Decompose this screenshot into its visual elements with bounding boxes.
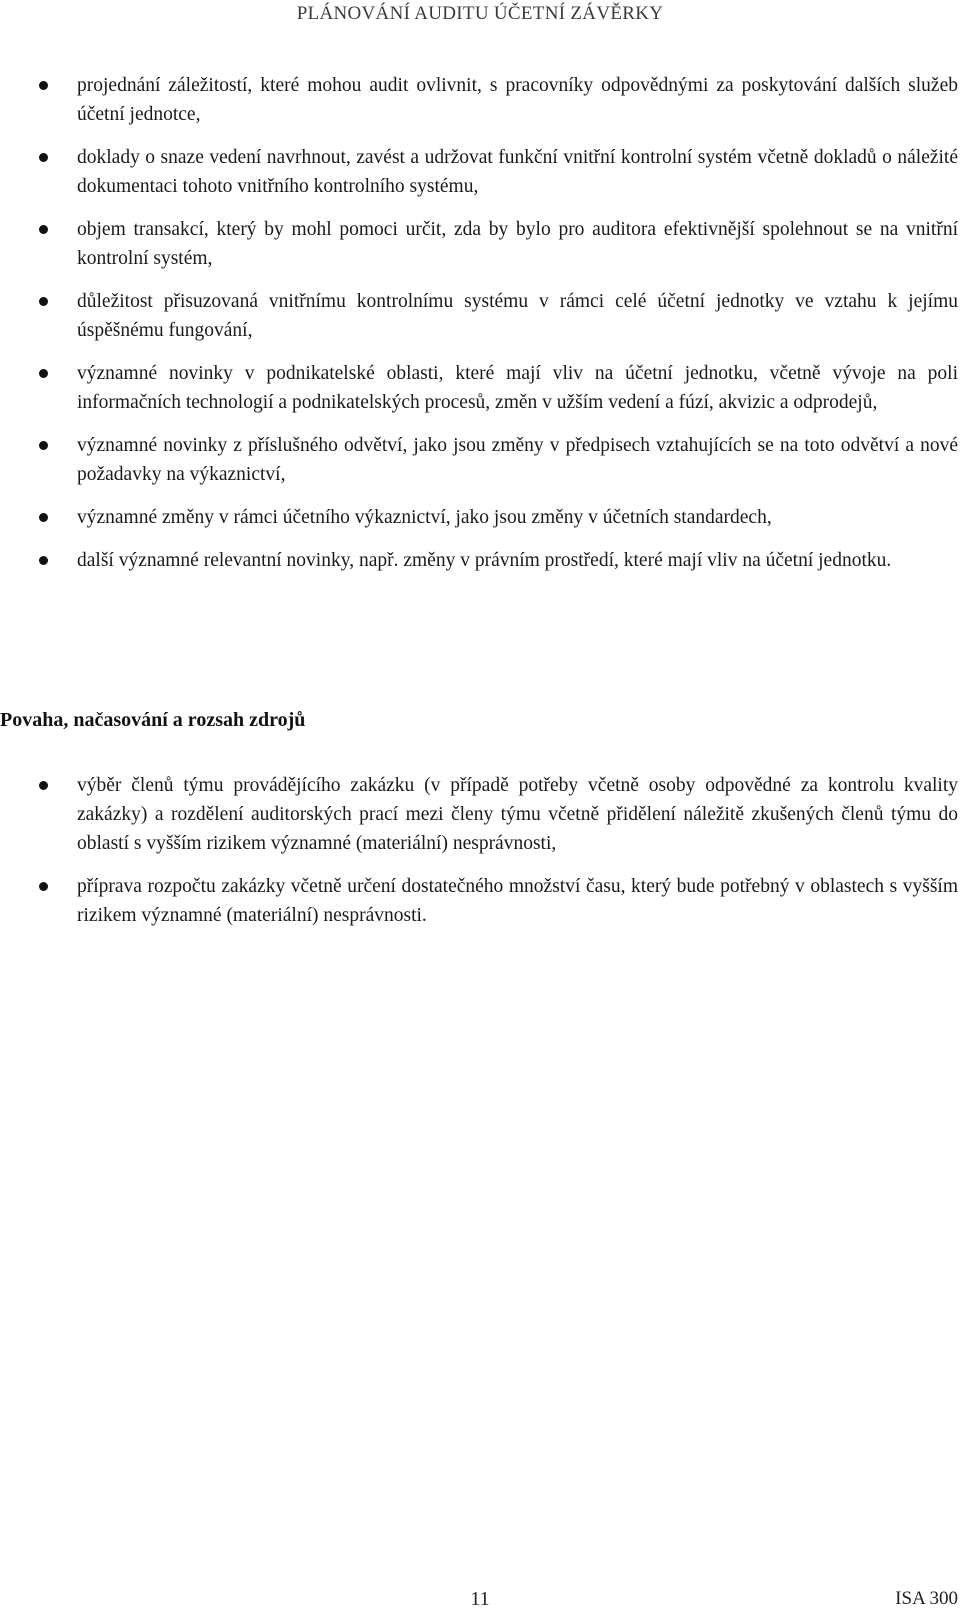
- list-item-text: výběr členů týmu provádějícího zakázku (v případě potřeby včetně osoby odpovědné za kontrolu kvality zakázky) a rozdělení auditorských prací mezi členy týmu včetně přidělení náležitě zkušených členů týmu do oblastí s vyšším rizikem významné (materiální) nesprávnosti,: [77, 775, 958, 854]
- standard-code: ISA 300: [895, 1588, 958, 1609]
- list-item-text: významné novinky v podnikatelské oblasti, které mají vliv na účetní jednotku, včetně vývoje na poli informačních technologií a podnikatelských procesů, změn v užším vedení a fúzí, akvizic a odprodejů,: [77, 363, 958, 413]
- list-item: [0, 546, 960, 575]
- bullet-icon: [39, 513, 48, 522]
- list-item: [0, 431, 960, 489]
- bullet-icon: [39, 556, 48, 565]
- bullet-list-resources: [0, 771, 960, 944]
- bullet-icon: [39, 81, 48, 90]
- page-number: 11: [470, 1588, 490, 1610]
- list-item: [0, 771, 960, 858]
- list-item: [0, 287, 960, 345]
- list-item-text: další významné relevantní novinky, např. změny v právním prostředí, které mají vliv na účetní jednotku.: [77, 550, 892, 571]
- bullet-icon: [39, 153, 48, 162]
- list-item-text: důležitost přisuzovaná vnitřnímu kontrolnímu systému v rámci celé účetní jednotky ve vztahu k jejímu úspěšnému fungování,: [77, 291, 958, 341]
- bullet-icon: [39, 781, 48, 790]
- list-item: [0, 215, 960, 273]
- list-item: [0, 359, 960, 417]
- bullet-icon: [39, 225, 48, 234]
- list-item-text: projednání záležitostí, které mohou audit ovlivnit, s pracovníky odpovědnými za poskytování dalších služeb účetní jednotce,: [77, 75, 958, 125]
- section-heading: Povaha, načasování a rozsah zdrojů: [0, 709, 306, 731]
- list-item: [0, 872, 960, 930]
- list-item: [0, 143, 960, 201]
- bullet-icon: [39, 369, 48, 378]
- bullet-icon: [39, 297, 48, 306]
- list-item-text: příprava rozpočtu zakázky včetně určení dostatečného množství času, který bude potřebný v oblastech s vyšším rizikem významné (materiální) nesprávnosti.: [77, 876, 958, 926]
- bullet-icon: [39, 882, 48, 891]
- list-item-text: doklady o snaze vedení navrhnout, zavést a udržovat funkční vnitřní kontrolní systém včetně dokladů o náležité dokumentaci tohoto vnitřního kontrolního systému,: [77, 147, 958, 197]
- bullet-icon: [39, 441, 48, 450]
- list-item-text: významné novinky z příslušného odvětví, jako jsou změny v předpisech vztahujících se na toto odvětví a nové požadavky na výkaznictví,: [77, 435, 958, 485]
- list-item: [0, 503, 960, 532]
- list-item-text: významné změny v rámci účetního výkaznictví, jako jsou změny v účetních standardech,: [77, 507, 772, 528]
- list-item-text: objem transakcí, který by mohl pomoci určit, zda by bylo pro auditora efektivnější spolehnout se na vnitřní kontrolní systém,: [77, 219, 958, 269]
- bullet-list-considerations: [0, 71, 960, 589]
- running-header: PLÁNOVÁNÍ AUDITU ÚČETNÍ ZÁVĚRKY: [296, 3, 664, 24]
- list-item: [0, 71, 960, 129]
